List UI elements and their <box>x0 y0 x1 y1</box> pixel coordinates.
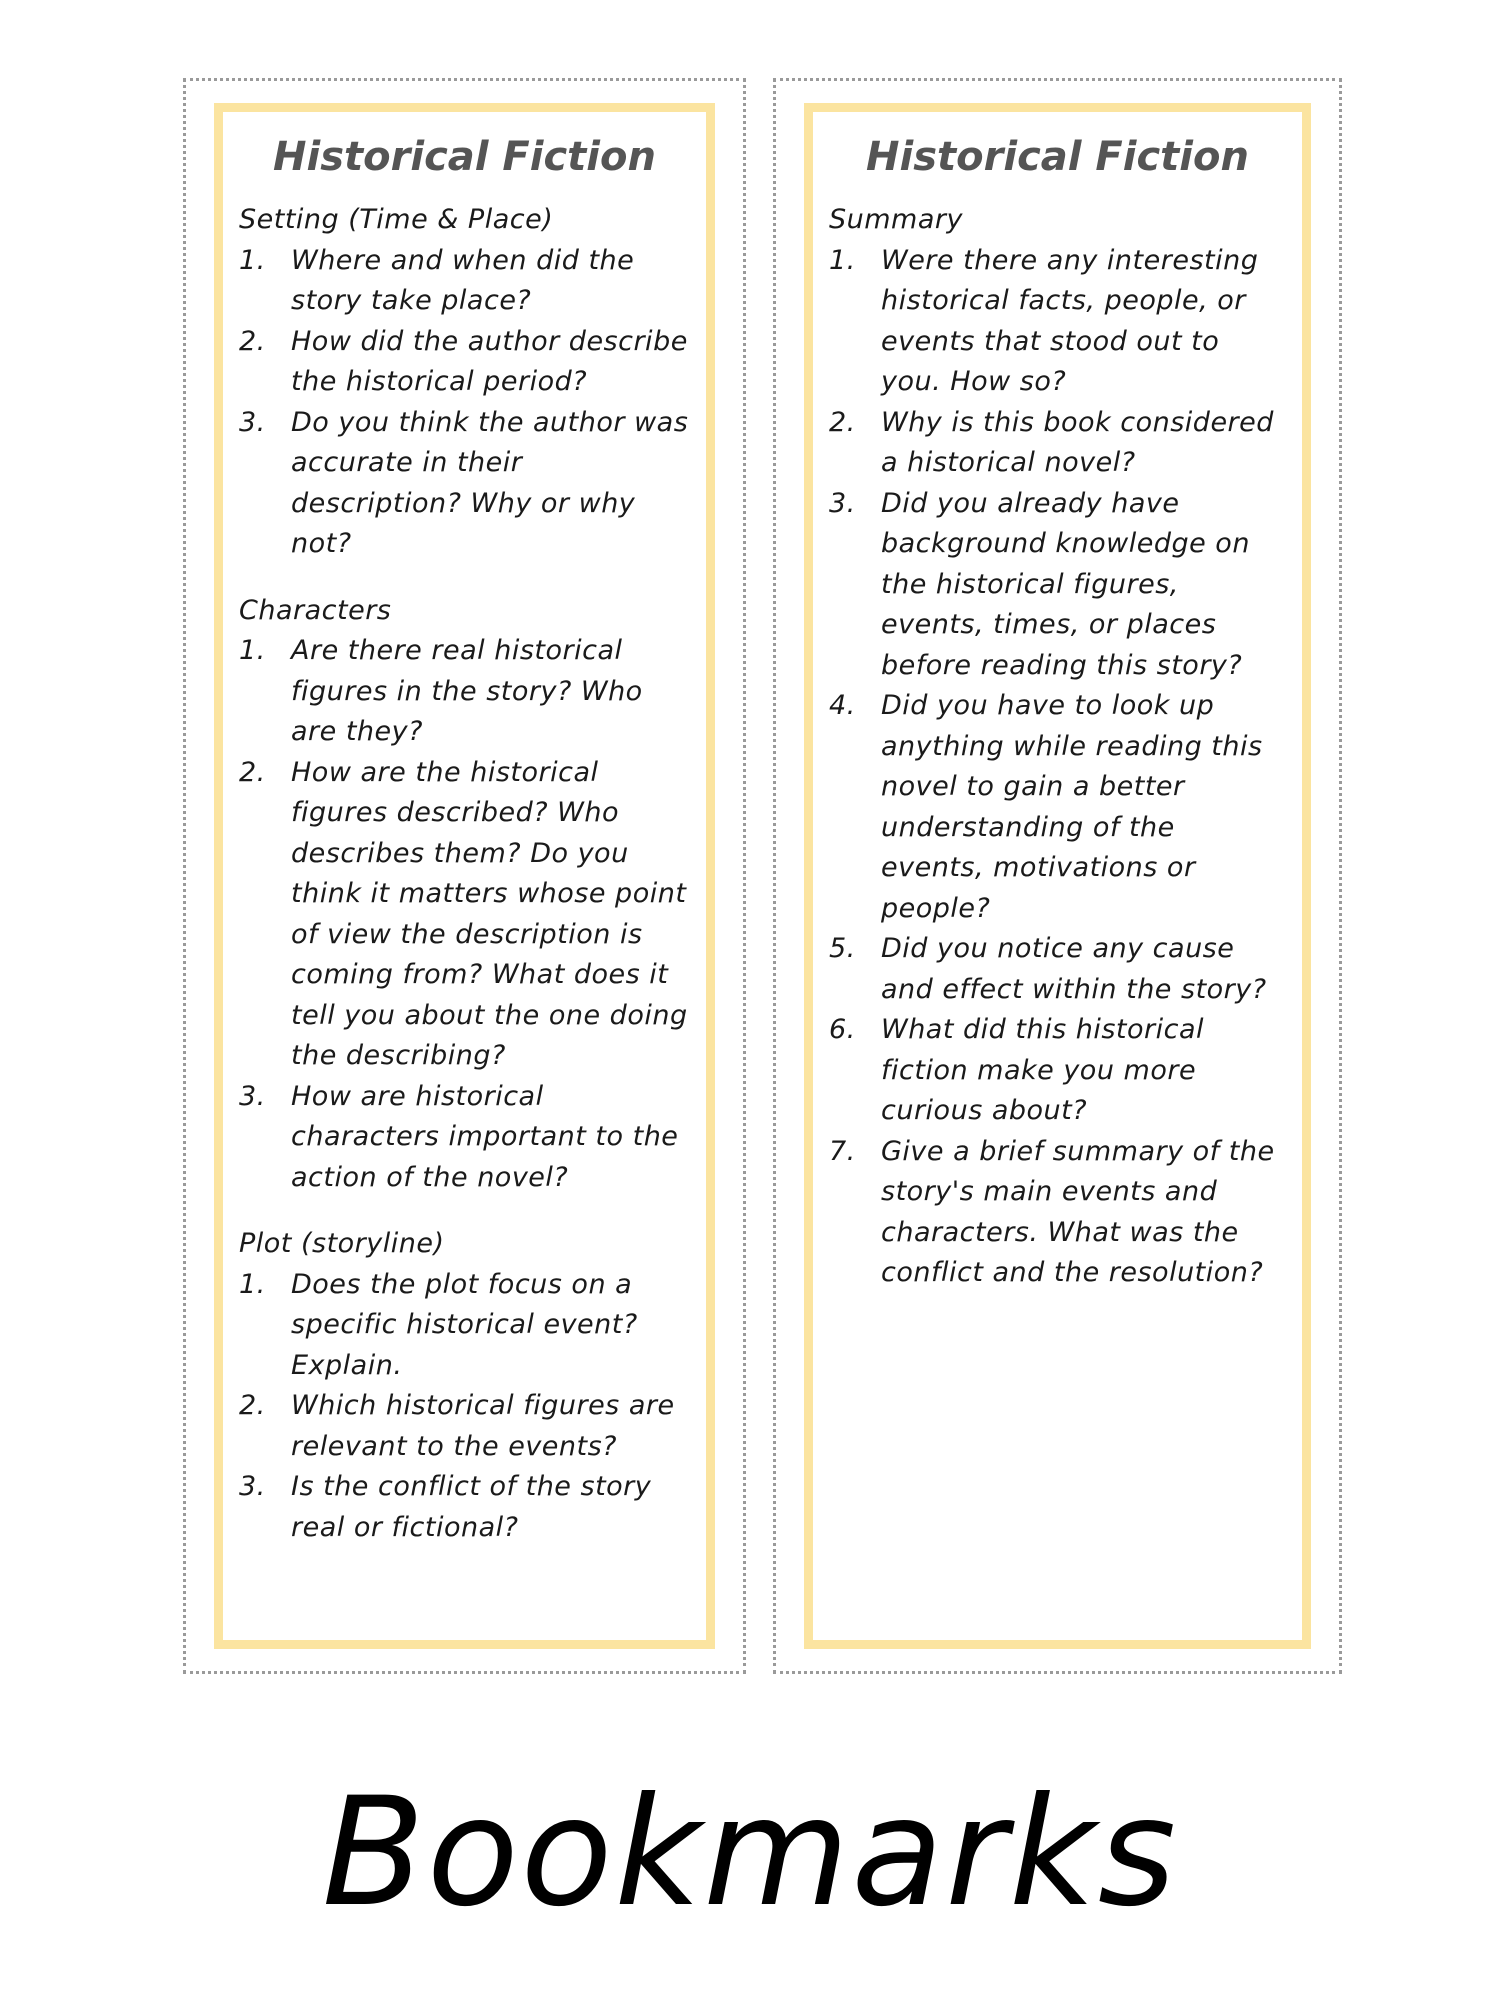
list-item <box>239 1077 690 1199</box>
item-number: 2. <box>239 325 266 357</box>
section-setting <box>239 200 690 565</box>
item-text: How are historical characters important to the action of the novel? <box>291 1080 679 1193</box>
list-item <box>239 403 690 565</box>
item-text: What did this historical fiction make you more curious about? <box>881 1014 1205 1126</box>
list-item <box>239 631 690 753</box>
item-number: 1. <box>239 1268 266 1300</box>
item-text: Did you have to look up anything while reading this novel to gain a better understanding of the events, motivations or people? <box>881 690 1263 924</box>
list-item <box>829 241 1286 403</box>
item-number: 2. <box>829 406 856 438</box>
item-text: Did you notice any cause and effect within the story? <box>881 933 1267 1005</box>
item-number: 5. <box>829 933 856 964</box>
item-text: Did you already have background knowledge on the historical figures, events, times, or places before reading this story? <box>881 487 1250 681</box>
item-text: How did the author describe the historical period? <box>291 325 688 397</box>
bookmark-right <box>773 78 1342 1674</box>
question-list <box>829 241 1286 1294</box>
item-text: Give a brief summary of the story's main events and characters. What was the conflict and the resolution? <box>881 1135 1275 1288</box>
item-number: 1. <box>829 244 856 276</box>
list-item <box>239 1467 690 1548</box>
item-text: Does the plot focus on a specific historical event? Explain. <box>291 1268 638 1381</box>
item-text: Where and when did the story take place? <box>291 244 635 316</box>
bookmark-right-inner <box>804 103 1311 1649</box>
section-heading: Characters <box>239 594 392 626</box>
bookmark-title: Historical Fiction <box>866 134 1249 180</box>
item-number: 3. <box>829 487 856 519</box>
bookmark-left-inner <box>214 103 715 1649</box>
list-item <box>239 322 690 403</box>
item-number: 1. <box>239 635 266 666</box>
list-item <box>239 1386 690 1467</box>
item-text: Is the conflict of the story real or fictional? <box>291 1471 652 1543</box>
list-item <box>829 929 1286 1010</box>
item-text: Are there real historical figures in the story? Who are they? <box>291 635 643 747</box>
list-item <box>829 686 1286 929</box>
item-text: Were there any interesting historical facts, people, or events that stood out to you. How so? <box>881 244 1259 397</box>
bookmark-title: Historical Fiction <box>273 134 656 180</box>
bookmark-left <box>183 78 746 1674</box>
item-text: Do you think the author was accurate in their description? Why or why not? <box>291 406 689 559</box>
list-item <box>829 403 1286 484</box>
item-text: How are the historical figures described? Who describes them? Do you think it matters whose point of view the description is coming from? What does it tell you about the one doing the describing? <box>291 756 688 1071</box>
section-summary <box>829 200 1286 1294</box>
section-heading: Plot (storyline) <box>239 1228 445 1259</box>
item-number: 2. <box>239 1390 266 1421</box>
list-item <box>239 1265 690 1387</box>
item-number: 3. <box>239 1080 266 1112</box>
list-item <box>829 1010 1286 1132</box>
question-list <box>239 241 690 565</box>
list-item <box>829 484 1286 687</box>
item-number: 2. <box>239 756 266 788</box>
item-number: 3. <box>239 1471 266 1502</box>
item-number: 7. <box>829 1135 856 1167</box>
question-list <box>239 631 690 1198</box>
section-characters <box>239 591 690 1199</box>
list-item <box>829 1132 1286 1294</box>
section-plot <box>239 1224 690 1548</box>
section-heading: Setting (Time & Place) <box>239 204 554 235</box>
item-text: Why is this book considered a historical novel? <box>881 406 1274 478</box>
item-number: 6. <box>829 1014 856 1045</box>
question-list <box>239 1265 690 1549</box>
section-heading: Summary <box>829 204 963 235</box>
item-number: 4. <box>829 690 856 721</box>
item-number: 3. <box>239 406 266 438</box>
item-number: 1. <box>239 244 266 276</box>
list-item <box>239 241 690 322</box>
item-text: Which historical figures are relevant to the events? <box>291 1390 675 1462</box>
list-item <box>239 753 690 1077</box>
page-title: Bookmarks <box>321 1766 1179 1940</box>
